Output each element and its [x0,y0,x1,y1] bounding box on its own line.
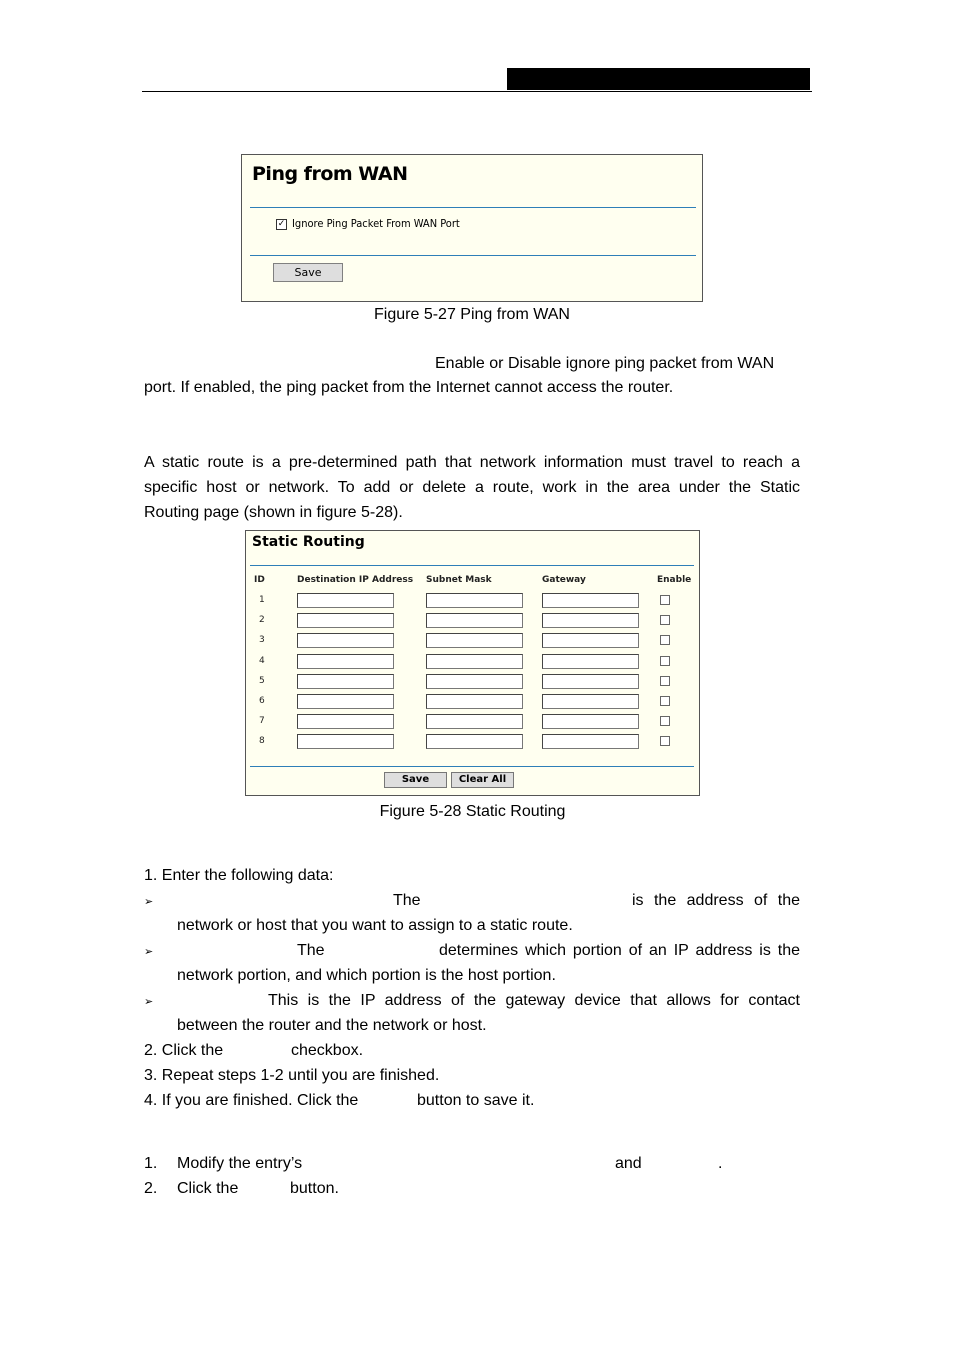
col-header-id: ID [254,575,265,585]
bullet1-the: The [393,892,421,909]
subnet-mask-input[interactable] [426,694,523,709]
step-3: 3. Repeat steps 1-2 until you are finished. [144,1067,440,1084]
route-row-id: 2 [259,615,265,626]
modify-num-1: 1. [144,1155,158,1172]
ping-description-line2: port. If enabled, the ping packet from the Internet cannot access the router. [144,379,674,396]
destination-ip-input[interactable] [297,593,394,608]
route-row-id: 4 [259,655,265,666]
ignore-ping-checkbox[interactable]: ✓ [277,219,286,229]
subnet-mask-input[interactable] [426,674,523,689]
subnet-mask-input[interactable] [426,734,523,749]
bullet-arrow-icon: ➢ [144,896,154,908]
route-row-id: 3 [259,635,265,646]
modify-1-and: and [615,1155,642,1172]
step-2-part2: checkbox. [291,1042,364,1059]
col-header-gateway: Gateway [542,575,586,585]
ping-panel-title: Ping from WAN [252,163,408,185]
static-intro-line2: specific host or network. To add or delete a route, work in the area under the Static [144,479,800,496]
enable-checkbox[interactable] [660,635,670,645]
route-row-id: 8 [259,736,265,747]
static-panel-divider-top [250,565,694,566]
subnet-mask-input[interactable] [426,633,523,648]
bullet3-line1: This is the IP address of the gateway device that allows for contact [268,992,800,1009]
static-intro-line3: Routing page (shown in figure 5-28). [144,504,403,521]
step-1: 1. Enter the following data: [144,867,334,884]
ping-panel-divider-bottom [250,255,696,256]
bullet-arrow-icon: ➢ [144,996,154,1008]
gateway-input[interactable] [542,654,639,669]
figure-5-28-caption: Figure 5-28 Static Routing [379,803,566,820]
destination-ip-input[interactable] [297,694,394,709]
route-row-id: 7 [259,716,265,727]
ping-panel-divider-top [250,207,696,208]
bullet1-line2: network or host that you want to assign to a static route. [177,917,573,934]
bullet1-rest: is the address of the [632,892,800,909]
enable-checkbox[interactable] [660,595,670,605]
route-row-id: 6 [259,696,265,706]
step-4-part2: button to save it. [417,1092,535,1109]
gateway-input[interactable] [542,714,639,729]
col-header-enable: Enable [657,575,692,585]
figure-5-27-caption: Figure 5-27 Ping from WAN [374,306,570,323]
static-panel-title: Static Routing [252,534,365,550]
static-routing-panel [245,530,700,796]
modify-2-part1: Click the [177,1180,239,1197]
destination-ip-input[interactable] [297,734,394,749]
gateway-input[interactable] [542,694,639,709]
enable-checkbox[interactable] [660,736,670,746]
destination-ip-input[interactable] [297,674,394,689]
destination-ip-input[interactable] [297,613,394,628]
enable-checkbox[interactable] [660,615,670,625]
modify-2-part2: button. [290,1180,339,1197]
destination-ip-input[interactable] [297,654,394,669]
gateway-input[interactable] [542,613,639,628]
route-row-id: 1 [259,595,265,605]
enable-checkbox[interactable] [660,716,670,726]
bullet2-line2: network portion, and which portion is the host portion. [177,967,556,984]
bullet3-line2: between the router and the network or host. [177,1017,487,1034]
ping-description-line1: Enable or Disable ignore ping packet from WAN [435,355,775,372]
destination-ip-input[interactable] [297,633,394,648]
subnet-mask-input[interactable] [426,613,523,628]
static-save-button[interactable]: Save [384,772,447,788]
enable-checkbox[interactable] [660,676,670,686]
static-panel-divider-bottom [250,766,694,767]
ignore-ping-label: Ignore Ping Packet From WAN Port [292,217,460,230]
gateway-input[interactable] [542,633,639,648]
gateway-input[interactable] [542,734,639,749]
bullet-arrow-icon: ➢ [144,946,154,958]
clear-all-button[interactable]: Clear All [451,772,514,788]
ping-save-button[interactable]: Save [273,263,343,282]
subnet-mask-input[interactable] [426,714,523,729]
modify-num-2: 2. [144,1180,158,1197]
ping-from-wan-panel [241,154,703,302]
bullet2-the: The [297,942,325,959]
col-header-destination: Destination IP Address [297,575,414,585]
header-rule [142,91,812,92]
gateway-input[interactable] [542,593,639,608]
modify-1-part1: Modify the entry’s [177,1155,303,1172]
bullet2-rest: determines which portion of an IP address is the [439,942,800,959]
enable-checkbox[interactable] [660,656,670,666]
gateway-input[interactable] [542,674,639,689]
header-bar [507,68,810,90]
subnet-mask-input[interactable] [426,654,523,669]
step-4-part1: 4. If you are finished. Click the [144,1092,359,1109]
col-header-subnet-mask: Subnet Mask [426,575,492,585]
route-row-id: 5 [259,675,265,686]
enable-checkbox[interactable] [660,696,670,706]
subnet-mask-input[interactable] [426,593,523,608]
modify-1-period: . [718,1155,723,1172]
destination-ip-input[interactable] [297,714,394,729]
static-intro-line1: A static route is a pre-determined path that network information must travel to reach a [144,454,800,471]
step-2-part1: 2. Click the [144,1042,224,1059]
